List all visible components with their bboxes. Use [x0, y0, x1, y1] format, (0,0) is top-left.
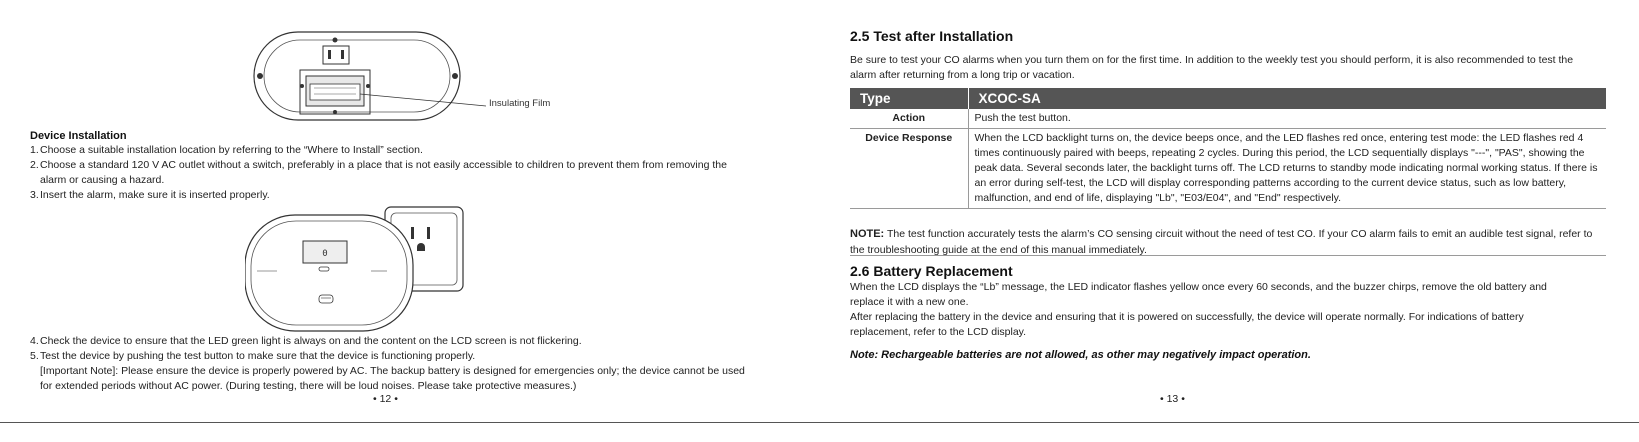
table-row	[850, 129, 1606, 209]
list-item: 4. Check the device to ensure that the LED green light is always on and the content on the LCD screen is not flickering.	[30, 335, 582, 347]
list-item: 3. Insert the alarm, make sure it is inserted properly.	[30, 188, 270, 201]
row-label: Device Response	[850, 129, 968, 209]
note-label: NOTE:	[850, 228, 885, 240]
list-item: 5. Test the device by pushing the test button to make sure that the device is functioning properly.	[30, 349, 476, 362]
section-2-5-title: 2.5 Test after Installation	[850, 28, 1014, 44]
note-divider	[850, 255, 1606, 256]
note-text: The test function accurately tests the alarm’s CO sensing circuit without the need of test CO. If your CO alarm fails to emit an audible test signal, refer to the troubleshooting guide at the end of this manual immediately.	[850, 228, 1593, 256]
device-plugged-illustration	[245, 205, 485, 335]
table-row	[850, 109, 1606, 128]
table-header-model: XCOC-SA	[968, 88, 1606, 109]
list-item: 1. Choose a suitable installation location by referring to the “Where to Install” section.	[30, 144, 423, 156]
test-table	[850, 88, 1606, 209]
install-steps-a	[30, 143, 750, 203]
install-steps-b	[30, 334, 750, 394]
install-heading: Device Installation	[30, 130, 127, 142]
page-number-13: • 13 •	[1160, 393, 1185, 405]
row-value: Push the test button.	[968, 109, 1606, 128]
bottom-divider	[0, 422, 1639, 423]
page-number-12: • 12 •	[373, 393, 398, 405]
section-2-5-intro: Be sure to test your CO alarms when you turn them on for the first time. In addition to the weekly test you should perform, it is also recommended to test the alarm after returning from a long trip or vacation.	[850, 54, 1574, 81]
rechargeable-note: Note: Rechargeable batteries are not allowed, as other may negatively impact operation.	[850, 349, 1311, 361]
section-2-6-body	[850, 280, 1570, 340]
row-label: Action	[850, 109, 968, 128]
table-header-row	[850, 88, 1606, 109]
svg-text:0: 0	[322, 249, 328, 259]
battery-paragraph-1: When the LCD displays the “Lb” message, the LED indicator flashes yellow once every 60 seconds, and the buzzer chirps, remove the old battery and replace it with a new one.	[850, 281, 1547, 308]
list-item: 2. Choose a standard 120 V AC outlet without a switch, preferably in a place that is not easily accessible to children to prevent them from removing the alarm or causing a hazard.	[30, 158, 727, 186]
test-note	[850, 227, 1595, 258]
table-header-type: Type	[850, 88, 968, 109]
battery-paragraph-2: After replacing the battery in the device and ensuring that it is powered on successfully, the device will operate normally. For indications of battery replacement, refer to the LCD display.	[850, 310, 1524, 338]
insulating-film-label: Insulating Film	[489, 98, 551, 109]
page-13	[820, 0, 1639, 442]
important-note: [Important Note]: Please ensure the device is properly powered by AC. The backup battery is designed for emergencies only; the device cannot be used for extended periods without AC power. (During testing, there will be loud noises. Please take protective measures.)	[40, 364, 745, 392]
section-2-6-title: 2.6 Battery Replacement	[850, 263, 1013, 279]
row-value: When the LCD backlight turns on, the device beeps once, and the LED flashes red once, entering test mode: the LED flashes red 4 times continuously paired with beeps, repeating 2 cycles. During this period, the LCD sequentially displays "---", "PAS", showing the peak data. Several seconds later, the backlight turns off. The LCD returns to standby mode indicating normal working status. If there is an error during self-test, the LCD will display corresponding patterns according to the current device status, such as low battery, malfunction, and end of life, displaying "Lb", "E03/E04", and "End" respectively.	[968, 129, 1606, 209]
